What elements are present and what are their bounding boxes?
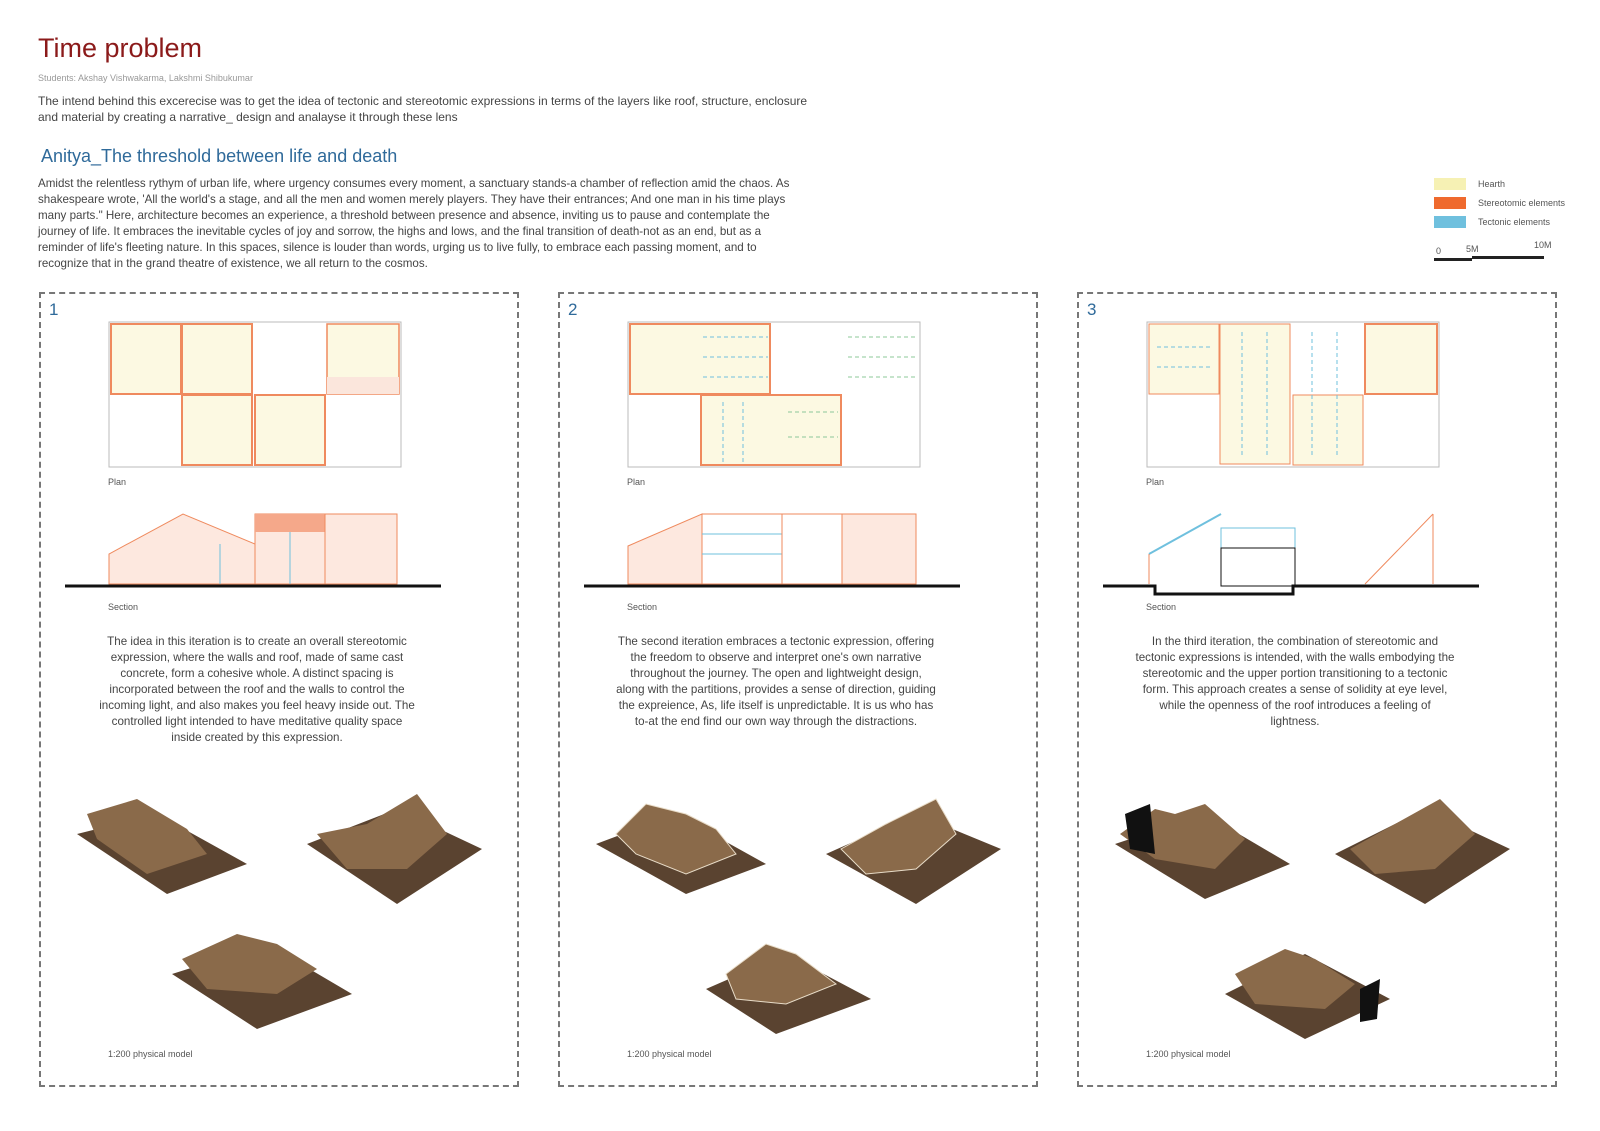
iteration-panel-2 <box>558 292 1038 1087</box>
legend-label: Tectonic elements <box>1478 216 1551 227</box>
legend-swatch-tectonic <box>1434 216 1466 228</box>
intro-text: The intend behind this excerecise was to get the idea of tectonic and stereotomic expressions in terms of the layers like roof, structure, enclosure and material by creating a narrative_ design and analayse it through these lens <box>38 94 808 124</box>
students-credit: Students: Akshay Vishwakarma, Lakshmi Shibukumar <box>38 73 253 83</box>
legend-item-stereotomic <box>1434 193 1565 212</box>
plan-drawing-2 <box>628 322 928 472</box>
section-label: Section <box>108 602 139 612</box>
section-label: Section <box>1146 602 1177 612</box>
iteration-description: The second iteration embraces a tectonic expression, offering the freedom to observe and interpret one's own narrative throughout the journey. The open and lightweight design, along with the partitions, provides a sense of direction, guiding the expreience, As, life itself is unpredictable. It is us who has to-at the end find our own way through the distractions. <box>616 635 936 728</box>
plan-label: Plan <box>627 477 646 487</box>
scale-label-zero: 0 <box>1436 246 1442 256</box>
model-label: 1:200 physical model <box>108 1049 193 1059</box>
section-label: Section <box>627 602 658 612</box>
physical-model-photos-3 <box>1115 794 1535 1054</box>
legend <box>1434 174 1565 231</box>
model-label: 1:200 physical model <box>627 1049 712 1059</box>
section-drawing-2 <box>584 514 964 594</box>
scale-label-end: 10M <box>1534 240 1552 250</box>
legend-item-tectonic <box>1434 212 1565 231</box>
panel-number: 1 <box>49 300 59 319</box>
panel-number: 2 <box>568 300 578 319</box>
scale-label-mid: 5M <box>1466 244 1479 254</box>
legend-swatch-hearth <box>1434 178 1466 190</box>
legend-swatch-stereotomic <box>1434 197 1466 209</box>
legend-item-hearth <box>1434 174 1565 193</box>
iteration-panel-1 <box>39 292 519 1087</box>
project-subtitle: Anitya_The threshold between life and death <box>41 146 398 166</box>
panel-number: 3 <box>1087 300 1097 319</box>
plan-drawing-1 <box>109 322 409 472</box>
plan-drawing-3 <box>1147 322 1447 472</box>
scale-bar <box>1434 240 1554 264</box>
page-title: Time problem <box>38 33 203 63</box>
iteration-description: The idea in this iteration is to create an overall stereotomic expression, where the walls and roof, made of same cast concrete, form a cohesive whole. A distinct spacing is incorporated between the roof and the walls to control the incoming light, and also makes you feel heavy inside out. The controlled light intended to have meditative quality space inside created by this expression. <box>99 635 415 744</box>
plan-label: Plan <box>1146 477 1165 487</box>
legend-label: Stereotomic elements <box>1478 197 1566 208</box>
physical-model-photos-2 <box>596 794 1016 1054</box>
model-label: 1:200 physical model <box>1146 1049 1231 1059</box>
iteration-panel-3 <box>1077 292 1557 1087</box>
section-drawing-1 <box>65 514 445 594</box>
section-drawing-3 <box>1103 514 1483 594</box>
physical-model-photos-1 <box>77 794 497 1054</box>
project-narrative: Amidst the relentless rythym of urban life, where urgency consumes every moment, a sanctuary stands-a chamber of reflection amid the chaos. As shakespeare wrote, 'All the world's a stage, and all the men and women merely players. They have their entrances; And one man in his time plays many parts." Here, architecture becomes an experience, a threshold between presence and absence, inviting us to pause and contemplate the journey of life. It embraces the inevitable cycles of joy and sorrow, the highs and lows, and the final transition of death-not as an end, but as a reminder of life's fleeting nature. In this spaces, silence is louder than words, urging us to live fully, to embrace each passing moment, and to recognize that in the grand theatre of existence, we all return to the cosmos. <box>38 177 790 270</box>
legend-label: Hearth <box>1478 178 1506 189</box>
iteration-description: In the third iteration, the combination of stereotomic and tectonic expressions is intended, with the walls embodying the stereotomic and the upper portion transitioning to a tectonic form. This approach creates a sense of solidity at eye level, while the openness of the roof introduces a feeling of lightness. <box>1135 635 1455 728</box>
plan-label: Plan <box>108 477 127 487</box>
